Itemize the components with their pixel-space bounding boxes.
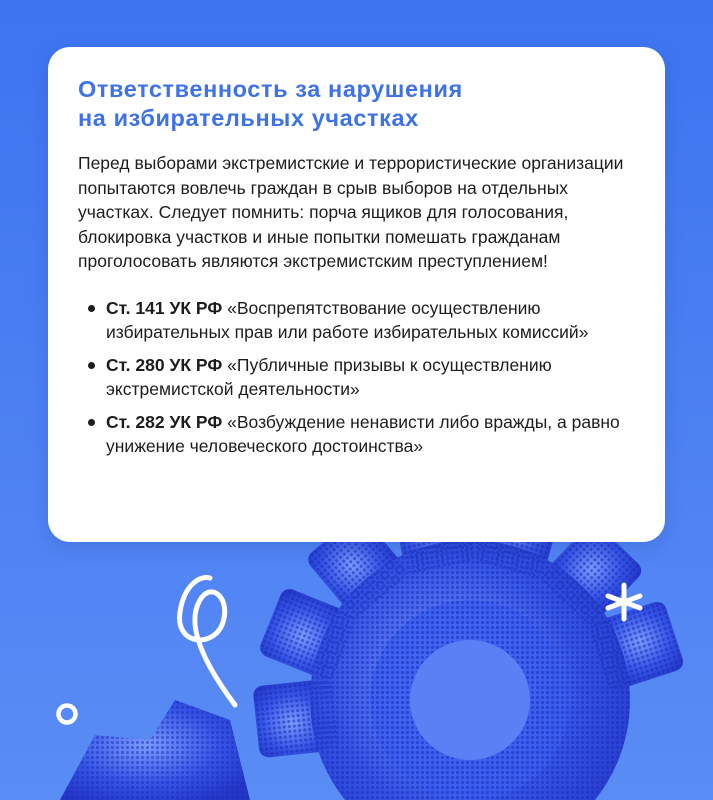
law-reference: Ст. 282 УК РФ (106, 411, 223, 432)
card-title-line-1: Ответственность за нарушения (78, 76, 463, 102)
law-list (78, 296, 635, 458)
law-text: «Возбуждение ненависти либо вражды, а равно унижение человеческого достоинства» (106, 411, 620, 456)
bullet-icon (88, 419, 95, 426)
intro-paragraph: Перед выборами экстремистские и террористические организации попытаются вовлечь граждан в срыв выборов на отдельных участках. Следует помнить: порча ящиков для голосования, блокировка участков и иные попытки помешать гражданам проголосовать являются экстремистским преступлением! (78, 153, 624, 271)
law-item (78, 296, 635, 344)
law-reference: Ст. 280 УК РФ (106, 354, 223, 375)
law-text: «Воспрепятствование осуществлению избирательных прав или работе избирательных комиссий» (106, 297, 589, 342)
law-reference: Ст. 141 УК РФ (106, 297, 223, 318)
squiggle-line (180, 577, 235, 705)
bullet-icon (88, 362, 95, 369)
ring-icon (59, 706, 76, 723)
bullet-icon (88, 305, 95, 312)
law-item (78, 353, 635, 401)
card-title-line-2: на избирательных участках (78, 105, 419, 131)
card-title (78, 75, 635, 133)
law-text: «Публичные призывы к осуществлению экстремистской деятельности» (106, 354, 552, 399)
info-card (48, 47, 665, 542)
law-item (78, 410, 635, 458)
